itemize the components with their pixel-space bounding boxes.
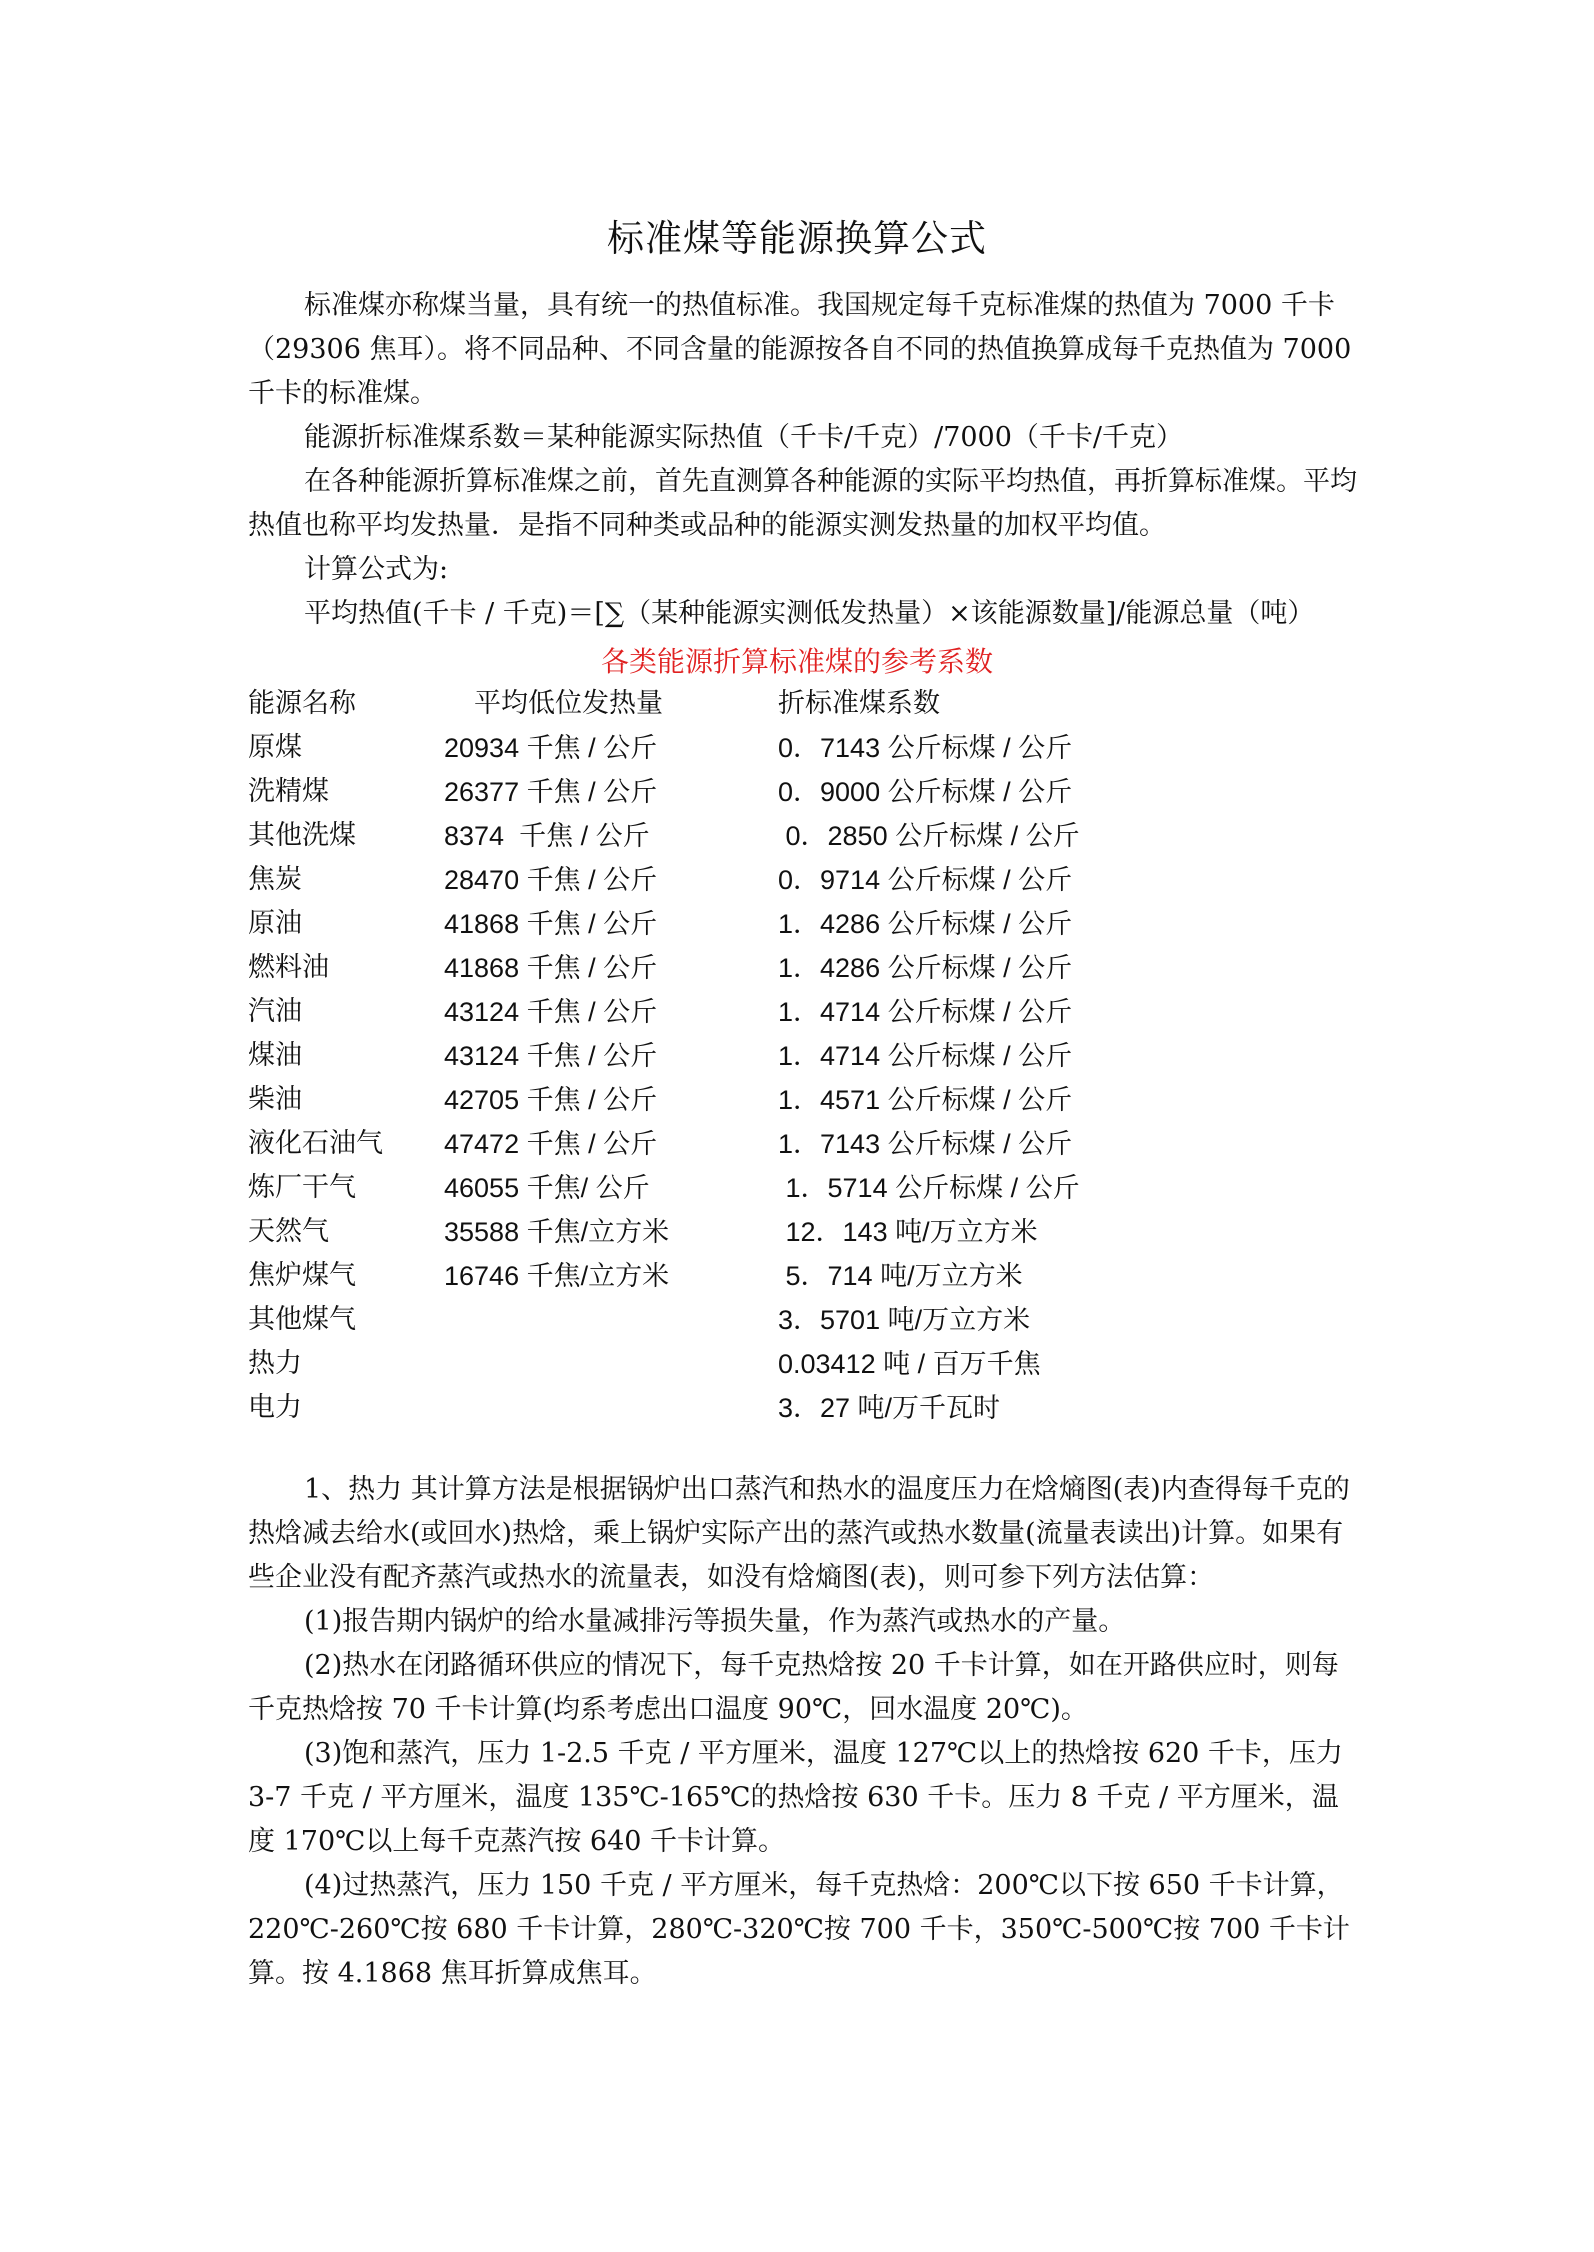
- table-row: [248, 1078, 1148, 1122]
- coefficient-value: 1．4286 公斤标煤 / 公斤: [778, 909, 1073, 939]
- intro-formula-label: 计算公式为:: [304, 554, 449, 585]
- coefficient-value: 5．714 吨/万立方米: [778, 1261, 1023, 1291]
- energy-name: 其他洗煤: [248, 820, 356, 851]
- heat-value: 20934 千焦 / 公斤: [444, 733, 658, 763]
- coefficient-value: 0．9714 公斤标煤 / 公斤: [778, 865, 1073, 895]
- heat-value: 46055 千焦/ 公斤: [444, 1173, 650, 1203]
- note-item-3: (3)饱和蒸汽，压力 1-2.5 千克 / 平方厘米，温度 127℃以上的热焓按 620 千卡，压力 3-7 千克 / 平方厘米，温度 135℃-165℃的热焓按 630 千卡。压力 8 千克 / 平方厘米，温度 170℃以上每千克蒸汽按 640 千卡计算。: [248, 1738, 1343, 1857]
- page-title: 标准煤等能源换算公式: [607, 217, 987, 260]
- coefficient-value: 0．7143 公斤标煤 / 公斤: [778, 733, 1073, 763]
- table-row: [248, 1122, 1148, 1166]
- table-row: [248, 1166, 1148, 1210]
- energy-name: 热力: [248, 1348, 302, 1379]
- coefficient-value: 1．4571 公斤标煤 / 公斤: [778, 1085, 1073, 1115]
- energy-name: 焦炭: [248, 864, 302, 895]
- heat-value: 43124 千焦 / 公斤: [444, 997, 658, 1027]
- heat-value: 41868 千焦 / 公斤: [444, 953, 658, 983]
- energy-name: 电力: [248, 1392, 302, 1423]
- table-row: [248, 1254, 1148, 1298]
- energy-coefficient-table: [248, 682, 1148, 1430]
- intro-paragraph-average-heat: 在各种能源折算标准煤之前，首先直测算各种能源的实际平均热值，再折算标准煤。平均热值也称平均发热量．是指不同种类或品种的能源实测发热量的加权平均值。: [248, 466, 1357, 541]
- table-heading: 各类能源折算标准煤的参考系数: [600, 645, 993, 678]
- energy-name: 天然气: [248, 1216, 329, 1247]
- note-item-4: (4)过热蒸汽，压力 150 千克 / 平方厘米，每千克热焓：200℃以下按 650 千卡计算，220℃-260℃按 680 千卡计算，280℃-320℃按 700 千卡，350℃-500℃按 700 千卡计算。按 4.1868 焦耳折算成焦耳。: [248, 1870, 1350, 1989]
- note-item-1: (1)报告期内锅炉的给水量减排污等损失量，作为蒸汽或热水的产量。: [304, 1606, 1126, 1637]
- table-row: [248, 1342, 1148, 1386]
- table-row: [248, 814, 1148, 858]
- energy-name: 煤油: [248, 1040, 302, 1071]
- table-row: [248, 1034, 1148, 1078]
- heat-value: 35588 千焦/立方米: [444, 1217, 670, 1247]
- energy-name: 原煤: [248, 732, 302, 763]
- table-row: [248, 1386, 1148, 1430]
- coefficient-value: 1．5714 公斤标煤 / 公斤: [778, 1173, 1080, 1203]
- coefficient-value: 0．2850 公斤标煤 / 公斤: [778, 821, 1080, 851]
- column-header-name: 能源名称: [248, 688, 356, 719]
- energy-name: 柴油: [248, 1084, 302, 1115]
- coefficient-value: 1．4714 公斤标煤 / 公斤: [778, 997, 1073, 1027]
- table-body: [248, 726, 1148, 1430]
- table-row: [248, 726, 1148, 770]
- note-item-2: (2)热水在闭路循环供应的情况下，每千克热焓按 20 千卡计算，如在开路供应时，则每千克热焓按 70 千卡计算(均系考虑出口温度 90℃，回水温度 20℃)。: [248, 1650, 1339, 1725]
- table-row: [248, 902, 1148, 946]
- coefficient-value: 0.03412 吨 / 百万千焦: [778, 1349, 1041, 1379]
- heat-value: 47472 千焦 / 公斤: [444, 1129, 658, 1159]
- coefficient-value: 1．4714 公斤标煤 / 公斤: [778, 1041, 1073, 1071]
- table-row: [248, 1298, 1148, 1342]
- energy-name: 液化石油气: [248, 1128, 383, 1159]
- heat-value: 16746 千焦/立方米: [444, 1261, 670, 1291]
- table-row: [248, 946, 1148, 990]
- table-row: [248, 1210, 1148, 1254]
- coefficient-value: 1．7143 公斤标煤 / 公斤: [778, 1129, 1073, 1159]
- coefficient-value: 0．9000 公斤标煤 / 公斤: [778, 777, 1073, 807]
- note-heat-method: 1、热力 其计算方法是根据锅炉出口蒸汽和热水的温度压力在焓熵图(表)内查得每千克的热焓减去给水(或回水)热焓，乘上锅炉实际产出的蒸汽或热水数量(流量表读出)计算。如果有些企业没有配齐蒸汽或热水的流量表，如没有焓熵图(表)，则可参下列方法估算：: [248, 1474, 1350, 1593]
- coefficient-value: 3．5701 吨/万立方米: [778, 1305, 1031, 1335]
- coefficient-value: 3．27 吨/万千瓦时: [778, 1393, 1001, 1423]
- energy-name: 炼厂干气: [248, 1172, 356, 1203]
- table-row: [248, 990, 1148, 1034]
- column-header-heat: 平均低位发热量: [474, 688, 663, 719]
- energy-name: 燃料油: [248, 952, 329, 983]
- intro-paragraph-definition: 标准煤亦称煤当量，具有统一的热值标准。我国规定每千克标准煤的热值为 7000 千卡（29306 焦耳）。将不同品种、不同含量的能源按各自不同的热值换算成每千克热值为 7000 千卡的标准煤。: [248, 290, 1352, 409]
- intro-paragraph-coefficient-formula: 能源折标准煤系数＝某种能源实际热值（千卡/千克）/7000（千卡/千克）: [304, 422, 1184, 453]
- heat-value: 41868 千焦 / 公斤: [444, 909, 658, 939]
- table-row: [248, 858, 1148, 902]
- table-row: [248, 770, 1148, 814]
- intro-average-heat-formula: 平均热值(千卡 / 千克)＝[∑（某种能源实测低发热量）×该能源数量]/能源总量（吨）: [304, 598, 1315, 629]
- heat-value: 8374 千焦 / 公斤: [444, 821, 650, 851]
- energy-name: 汽油: [248, 996, 302, 1027]
- coefficient-value: 12．143 吨/万立方米: [778, 1217, 1038, 1247]
- energy-name: 焦炉煤气: [248, 1260, 356, 1291]
- table-header-row: [248, 682, 1148, 726]
- heat-value: 42705 千焦 / 公斤: [444, 1085, 658, 1115]
- heat-value: 28470 千焦 / 公斤: [444, 865, 658, 895]
- energy-name: 其他煤气: [248, 1304, 356, 1335]
- column-header-coefficient: 折标准煤系数: [778, 688, 940, 719]
- heat-value: 43124 千焦 / 公斤: [444, 1041, 658, 1071]
- energy-name: 原油: [248, 908, 302, 939]
- heat-value: 26377 千焦 / 公斤: [444, 777, 658, 807]
- energy-name: 洗精煤: [248, 776, 329, 807]
- coefficient-value: 1．4286 公斤标煤 / 公斤: [778, 953, 1073, 983]
